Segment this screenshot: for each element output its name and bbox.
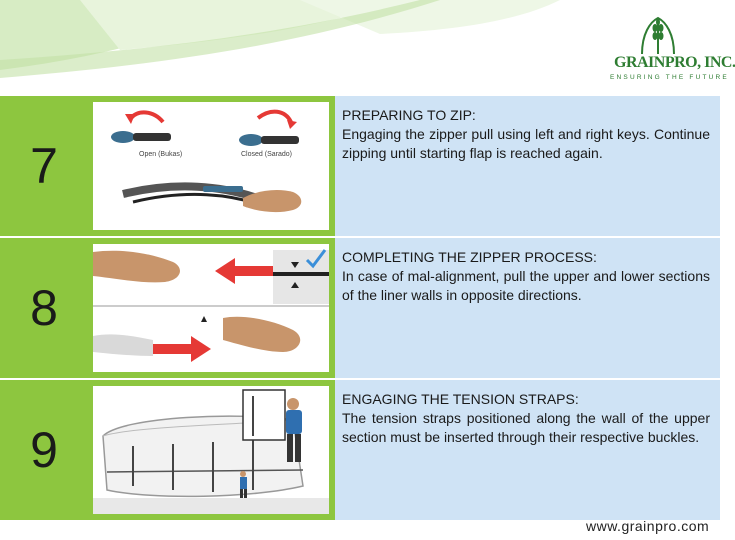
- label-closed: Closed (Sarado): [241, 151, 292, 158]
- logo-brand-text: GRAINPRO, INC.: [614, 54, 735, 71]
- step-body: The tension straps positioned along the wall of the upper section must be inserted through their respective buckles.: [342, 410, 710, 445]
- step-number: 9: [0, 380, 88, 520]
- step-number: 8: [0, 238, 88, 378]
- step-description: [335, 380, 720, 520]
- step-body: Engaging the zipper pull using left and right keys. Continue zipping until starting flap is reached again.: [342, 126, 710, 161]
- step-number: 7: [0, 96, 88, 236]
- step-row-9: [0, 380, 720, 520]
- step-title: COMPLETING THE ZIPPER PROCESS:: [342, 249, 597, 265]
- step-description: [335, 96, 720, 236]
- step-title: ENGAGING THE TENSION STRAPS:: [342, 391, 579, 407]
- tension-straps-illustration: [93, 386, 329, 514]
- step-description: [335, 238, 720, 378]
- step-image-cell: [88, 238, 335, 378]
- logo-tagline: ENSURING THE FUTURE: [610, 74, 729, 81]
- grainpro-logo: [600, 14, 735, 84]
- zipper-keys-illustration: [93, 102, 329, 230]
- label-open: Open (Bukas): [139, 151, 183, 158]
- pull-liner-illustration: [93, 244, 329, 372]
- steps-table: [0, 96, 720, 516]
- step-image-cell: [88, 96, 335, 236]
- footer-url[interactable]: www.grainpro.com: [586, 518, 710, 534]
- step-body: In case of mal-alignment, pull the upper and lower sections of the liner walls in opposite directions.: [342, 268, 710, 303]
- wheat-icon: [638, 14, 678, 56]
- step-row-7: [0, 96, 720, 236]
- step-image-cell: [88, 380, 335, 520]
- step-title: PREPARING TO ZIP:: [342, 107, 476, 123]
- step-row-8: [0, 238, 720, 378]
